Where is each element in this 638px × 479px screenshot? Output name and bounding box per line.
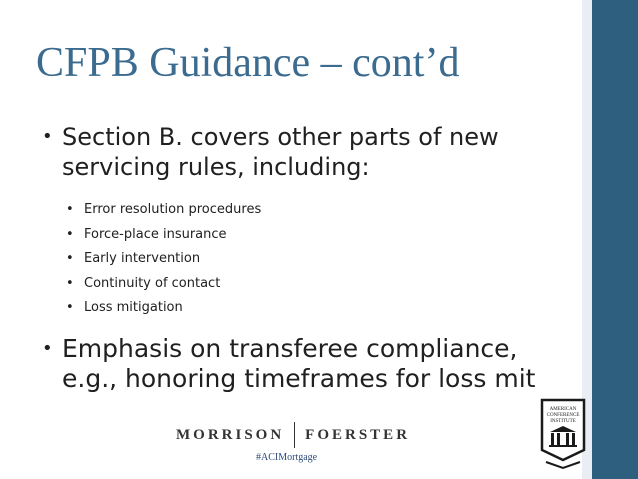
bullet-glyph: • [42,126,53,147]
bullet-glyph: • [66,202,74,217]
bullet-line-1: Emphasis on transferee compliance, [62,334,518,363]
logo-text-left: MORRISON [176,426,285,443]
hashtag: #ACIMortgage [256,452,318,463]
svg-text:AMERICAN: AMERICAN [549,407,577,412]
list-item-text: Error resolution procedures [84,202,262,217]
list-item-text: Loss mitigation [84,300,183,315]
sub-bullet-list [66,198,261,321]
bullet-line-1: Section B. covers other parts of new [62,123,499,151]
bullet-glyph: • [66,275,74,291]
logo-text-right: FOERSTER [305,426,411,443]
list-item [66,247,261,272]
slide-title: CFPB Guidance – cont’d [36,40,460,86]
bullet-glyph: • [42,338,53,359]
svg-text:CONFERENCE: CONFERENCE [546,413,580,418]
list-item [66,198,261,223]
bullet-transferee [42,334,542,394]
svg-text:INSTITUTE: INSTITUTE [550,419,576,424]
aci-seal-icon [536,398,590,470]
list-item [66,296,261,321]
list-item-text: Continuity of contact [84,275,221,291]
bullet-glyph: • [66,251,74,266]
bullet-glyph: • [66,300,74,315]
logo-divider [294,422,295,448]
bullet-line-2: servicing rules, including: [62,153,370,181]
bullet-line-2: e.g., honoring timeframes for loss mit [62,364,536,393]
side-bar [592,0,638,479]
list-item-text: Early intervention [84,251,201,266]
list-item-text: Force-place insurance [84,226,227,242]
list-item [66,272,261,297]
bullet-glyph: • [66,226,74,242]
morrison-foerster-logo [176,422,410,448]
list-item [66,223,261,248]
bullet-section-b [42,122,542,182]
